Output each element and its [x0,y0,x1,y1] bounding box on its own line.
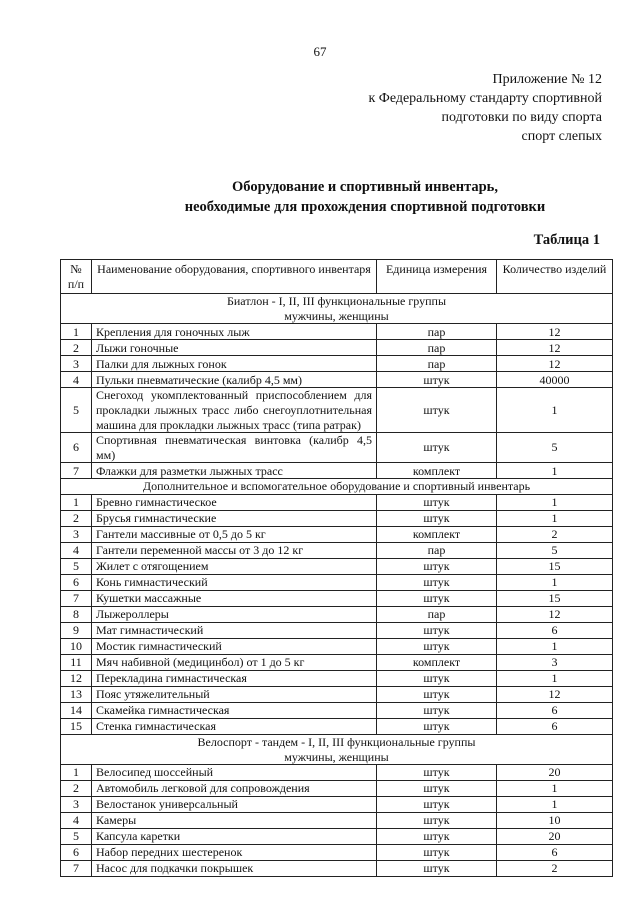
table-row [61,622,613,638]
row-number: 13 [61,686,92,702]
row-number: 15 [61,718,92,734]
row-number: 9 [61,622,92,638]
item-unit: штук [377,433,497,463]
document-title [0,177,640,217]
table-row [61,388,613,433]
item-quantity: 15 [497,558,613,574]
item-quantity: 1 [497,638,613,654]
row-number: 6 [61,433,92,463]
row-number: 6 [61,845,92,861]
table-row [61,433,613,463]
table-row [61,702,613,718]
title-line: Оборудование и спортивный инвентарь, [232,179,498,195]
item-name: Лыжи гоночные [92,340,377,356]
table-row [61,356,613,372]
table-row [61,845,613,861]
item-quantity: 15 [497,590,613,606]
table-row [61,558,613,574]
item-quantity: 10 [497,813,613,829]
item-quantity: 2 [497,861,613,877]
item-name: Жилет с отягощением [92,558,377,574]
row-number: 14 [61,702,92,718]
item-unit: пар [377,606,497,622]
section-row [61,294,613,324]
item-unit: штук [377,670,497,686]
row-number: 3 [61,356,92,372]
row-number: 5 [61,829,92,845]
item-name: Конь гимнастический [92,574,377,590]
item-name: Гантели переменной массы от 3 до 12 кг [92,542,377,558]
item-quantity: 6 [497,718,613,734]
section-title-line: мужчины, женщины [284,749,389,764]
table-row [61,372,613,388]
section-title [61,294,613,324]
item-quantity: 6 [497,622,613,638]
item-name: Автомобиль легковой для сопровождения [92,781,377,797]
row-number: 7 [61,463,92,479]
table-body [61,294,613,877]
table-row [61,813,613,829]
item-unit: штук [377,494,497,510]
item-unit: пар [377,356,497,372]
item-name: Кушетки массажные [92,590,377,606]
row-number: 4 [61,813,92,829]
item-name: Палки для лыжных гонок [92,356,377,372]
table-row [61,590,613,606]
row-number: 2 [61,781,92,797]
table-row [61,574,613,590]
item-unit: пар [377,542,497,558]
item-quantity: 20 [497,765,613,781]
item-quantity: 12 [497,356,613,372]
item-quantity: 5 [497,542,613,558]
item-quantity: 12 [497,324,613,340]
row-number: 8 [61,606,92,622]
item-unit: комплект [377,463,497,479]
table-row [61,494,613,510]
item-quantity: 1 [497,510,613,526]
item-quantity: 6 [497,845,613,861]
row-number: 4 [61,372,92,388]
item-quantity: 1 [497,463,613,479]
row-number: 7 [61,861,92,877]
item-unit: штук [377,510,497,526]
item-unit: штук [377,622,497,638]
section-title-line: Дополнительное и вспомогательное оборудование и спортивный инвентарь [142,479,531,494]
row-number: 10 [61,638,92,654]
item-name: Велостанок универсальный [92,797,377,813]
table-row [61,606,613,622]
item-name: Пульки пневматические (калибр 4,5 мм) [92,372,377,388]
header-unit: Единица измерения [377,260,497,294]
item-quantity: 12 [497,606,613,622]
item-unit: штук [377,372,497,388]
item-quantity: 1 [497,670,613,686]
item-quantity: 20 [497,829,613,845]
table-row [61,797,613,813]
item-quantity: 6 [497,702,613,718]
table-row [61,638,613,654]
row-number: 2 [61,510,92,526]
item-quantity: 1 [497,494,613,510]
row-number: 1 [61,324,92,340]
item-unit: штук [377,797,497,813]
item-unit: пар [377,340,497,356]
title-line: необходимые для прохождения спортивной подготовки [184,199,546,215]
item-unit: штук [377,829,497,845]
item-unit: комплект [377,526,497,542]
item-unit: штук [377,574,497,590]
item-unit: штук [377,702,497,718]
table-row [61,324,613,340]
table-row [61,670,613,686]
appendix-line: подготовки по виду спорта [441,110,602,125]
item-quantity: 1 [497,797,613,813]
item-name: Насос для подкачки покрышек [92,861,377,877]
item-name: Флажки для разметки лыжных трасс [92,463,377,479]
table-row [61,526,613,542]
item-unit: штук [377,388,497,433]
row-number: 5 [61,388,92,433]
item-name: Мостик гимнастический [92,638,377,654]
item-name: Мяч набивной (медицинбол) от 1 до 5 кг [92,654,377,670]
item-name: Перекладина гимнастическая [92,670,377,686]
table-row [61,718,613,734]
equipment-table [60,259,613,877]
item-quantity: 12 [497,686,613,702]
section-title-line: мужчины, женщины [284,308,389,323]
item-unit: штук [377,558,497,574]
row-number: 7 [61,590,92,606]
item-name: Велосипед шоссейный [92,765,377,781]
row-number: 1 [61,494,92,510]
item-quantity: 12 [497,340,613,356]
table-row [61,765,613,781]
row-number: 3 [61,526,92,542]
header-num: № п/п [61,260,92,294]
item-name: Набор передних шестеренок [92,845,377,861]
item-unit: комплект [377,654,497,670]
page-number: 67 [313,44,327,59]
item-unit: штук [377,686,497,702]
item-name: Капсула каретки [92,829,377,845]
table-row [61,686,613,702]
appendix-line: спорт слепых [521,129,602,144]
item-quantity: 40000 [497,372,613,388]
item-quantity: 2 [497,526,613,542]
row-number: 5 [61,558,92,574]
row-number: 4 [61,542,92,558]
item-name: Стенка гимнастическая [92,718,377,734]
table-header-row [61,260,613,294]
section-title [61,734,613,764]
table-row [61,542,613,558]
item-quantity: 3 [497,654,613,670]
row-number: 11 [61,654,92,670]
table-row [61,654,613,670]
item-unit: штук [377,845,497,861]
section-row [61,479,613,495]
item-unit: штук [377,718,497,734]
item-name: Снегоход укомплектованный приспособлением для прокладки лыжных трасс либо снегоуплотнительная машина для прокладки лыжных трасс (типа ратрак) [92,388,377,433]
item-name: Брусья гимнастические [92,510,377,526]
section-title-line: Биатлон - I, II, III функциональные группы [226,294,447,309]
item-quantity: 1 [497,388,613,433]
item-unit: штук [377,765,497,781]
item-name: Камеры [92,813,377,829]
row-number: 2 [61,340,92,356]
item-unit: штук [377,861,497,877]
appendix-header [368,70,602,146]
table-row [61,463,613,479]
section-title-line: Велоспорт - тандем - I, II, III функциональные группы [197,734,476,749]
item-quantity: 1 [497,781,613,797]
item-name: Гантели массивные от 0,5 до 5 кг [92,526,377,542]
item-unit: штук [377,781,497,797]
item-name: Бревно гимнастическое [92,494,377,510]
item-name: Спортивная пневматическая винтовка (калибр 4,5 мм) [92,433,377,463]
section-row [61,734,613,764]
item-unit: штук [377,813,497,829]
row-number: 6 [61,574,92,590]
table-row [61,829,613,845]
appendix-line: к Федеральному стандарту спортивной [368,91,602,106]
item-name: Крепления для гоночных лыж [92,324,377,340]
row-number: 3 [61,797,92,813]
row-number: 12 [61,670,92,686]
item-unit: пар [377,324,497,340]
item-name: Скамейка гимнастическая [92,702,377,718]
header-name: Наименование оборудования, спортивного инвентаря [92,260,377,294]
section-title [61,479,613,495]
item-quantity: 5 [497,433,613,463]
item-unit: штук [377,590,497,606]
item-unit: штук [377,638,497,654]
table-row [61,781,613,797]
appendix-line: Приложение № 12 [492,72,602,87]
row-number: 1 [61,765,92,781]
item-name: Пояс утяжелительный [92,686,377,702]
table-row [61,861,613,877]
item-name: Лыжероллеры [92,606,377,622]
item-quantity: 1 [497,574,613,590]
item-name: Мат гимнастический [92,622,377,638]
table-label: Таблица 1 [533,232,600,248]
table-row [61,340,613,356]
header-qty: Количество изделий [497,260,613,294]
table-row [61,510,613,526]
